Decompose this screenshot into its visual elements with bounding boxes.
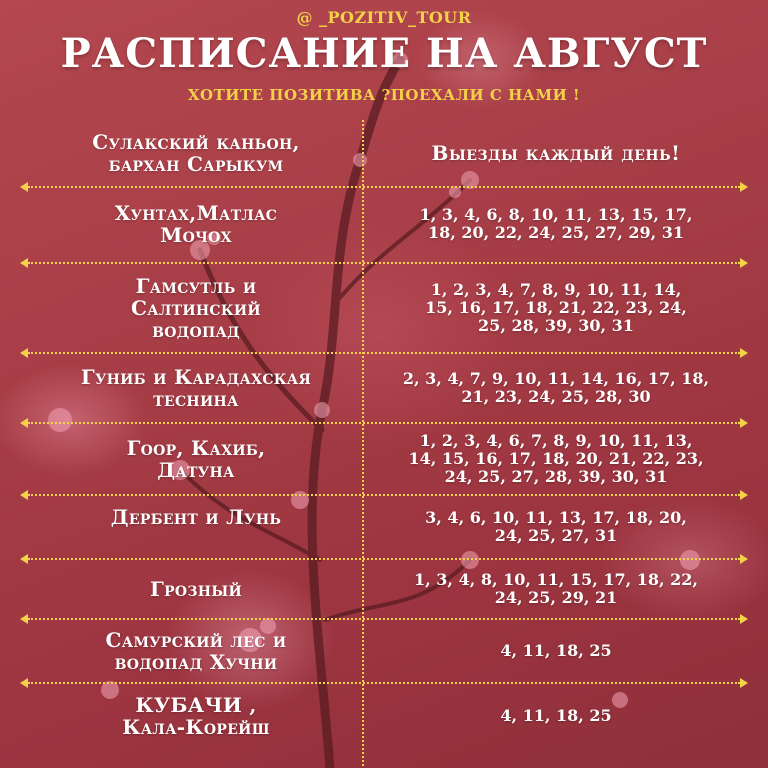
table-row	[30, 190, 738, 258]
tour-days: 1, 3, 4, 6, 8, 10, 11, 13, 15, 17, 18, 20, 22, 24, 25, 27, 29, 31	[419, 205, 693, 242]
row-separator	[28, 682, 740, 684]
tour-name: Самурский лес и водопад Хучни	[105, 628, 287, 674]
table-row	[30, 686, 738, 746]
row-separator	[28, 494, 740, 496]
tour-name: Сулакский каньон, бархан Сарыкум	[92, 130, 300, 176]
row-separator	[28, 422, 740, 424]
tour-days: Выезды каждый день!	[431, 141, 681, 165]
table-row	[30, 426, 738, 492]
tour-days: 4, 11, 18, 25	[500, 641, 612, 660]
row-separator	[28, 558, 740, 560]
table-row	[30, 562, 738, 616]
row-separator	[28, 186, 740, 188]
table-row	[30, 266, 738, 350]
page-title: РАСПИСАНИЕ НА АВГУСТ	[60, 30, 708, 77]
table-row	[30, 622, 738, 680]
tour-days: 4, 11, 18, 25	[500, 706, 612, 725]
tour-name: Гуниб и Карадахская теснина	[80, 365, 312, 411]
table-row	[30, 122, 738, 184]
tour-days: 2, 3, 4, 7, 9, 10, 11, 14, 16, 17, 18, 21, 23, 24, 25, 28, 30	[402, 369, 710, 406]
tour-name: Грозный	[149, 577, 242, 601]
tour-days: 1, 3, 4, 8, 10, 11, 15, 17, 18, 22, 24, 25, 29, 21	[414, 570, 698, 607]
tour-name: Дербент и Лунь	[110, 505, 282, 529]
table-row	[30, 498, 738, 556]
tour-days: 3, 4, 6, 10, 11, 13, 17, 18, 20, 24, 25, 27, 31	[425, 508, 687, 545]
row-separator	[28, 352, 740, 354]
tour-days: 1, 2, 3, 4, 7, 8, 9, 10, 11, 14, 15, 16, 17, 18, 21, 22, 23, 24, 25, 28, 39, 30, 31	[425, 280, 687, 335]
row-separator	[28, 262, 740, 264]
tour-name: Гамсутль и Салтинский водопад	[131, 274, 261, 342]
tour-days: 1, 2, 3, 4, 6, 7, 8, 9, 10, 11, 13, 14, 15, 16, 17, 18, 20, 21, 22, 23, 24, 25, 27, 28, 39, 30, 31	[408, 431, 704, 486]
instagram-handle: @ _POZITIV_TOUR	[296, 8, 472, 27]
row-separator	[28, 618, 740, 620]
tour-name: Хунтах,Матлас Мочох	[114, 201, 278, 247]
tour-name: Гоор, Кахиб, Датуна	[126, 436, 266, 482]
table-row	[30, 356, 738, 420]
page-subtitle: ХОТИТЕ ПОЗИТИВА ?ПОЕХАЛИ С НАМИ !	[187, 86, 581, 104]
tour-name: КУБАЧИ , Кала-Корейш	[122, 693, 270, 739]
